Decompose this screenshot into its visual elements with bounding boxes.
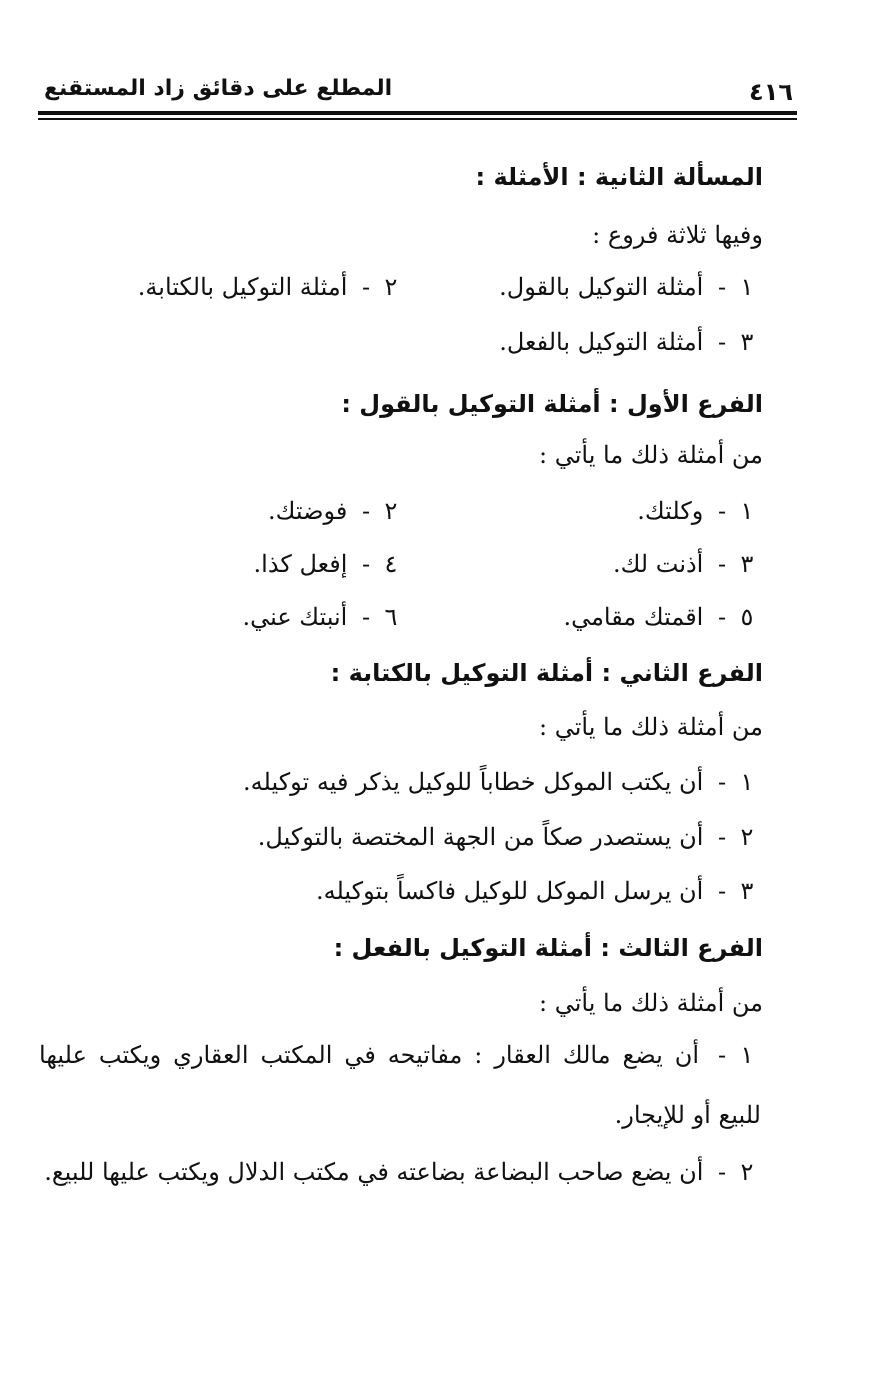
section-title: المسألة الثانية : الأمثلة : bbox=[475, 163, 763, 191]
section-intro: وفيها ثلاثة فروع : bbox=[592, 221, 763, 249]
list-item: ١- أمثلة التوكيل بالقول. bbox=[499, 273, 754, 301]
page-number: ٤١٦ bbox=[749, 78, 793, 106]
branch2-intro: من أمثلة ذلك ما يأتي : bbox=[538, 713, 763, 741]
branch1-title: الفرع الأول : أمثلة التوكيل بالقول : bbox=[341, 390, 763, 418]
running-header bbox=[38, 70, 797, 112]
list-item: ٣- أمثلة التوكيل بالفعل. bbox=[499, 328, 754, 356]
header-rule-thin bbox=[38, 118, 797, 120]
list-item: ٢- أن يستصدر صكاً من الجهة المختصة بالتوكيل. bbox=[257, 823, 754, 851]
branch3-intro: من أمثلة ذلك ما يأتي : bbox=[538, 989, 763, 1017]
list-item: ٣- أن يرسل الموكل للوكيل فاكساً بتوكيله. bbox=[315, 877, 754, 905]
list-item: ٢- أن يضع صاحب البضاعة بضاعته في مكتب الدلال ويكتب عليها للبيع. bbox=[44, 1158, 754, 1186]
list-item: ٢- فوضتك. bbox=[268, 497, 398, 525]
list-item: ٥- اقمتك مقامي. bbox=[563, 603, 754, 631]
list-item: ٢- أمثلة التوكيل بالكتابة. bbox=[137, 273, 398, 301]
list-item: ١- وكلتك. bbox=[637, 497, 754, 525]
branch3-title: الفرع الثالث : أمثلة التوكيل بالفعل : bbox=[333, 934, 763, 962]
list-item: ١- أن يكتب الموكل خطاباً للوكيل يذكر فيه توكيله. bbox=[243, 768, 754, 796]
branch2-title: الفرع الثاني : أمثلة التوكيل بالكتابة : bbox=[330, 659, 763, 687]
branch1-intro: من أمثلة ذلك ما يأتي : bbox=[538, 441, 763, 469]
list-item: ٤- إفعل كذا. bbox=[253, 550, 398, 578]
header-rule-thick bbox=[38, 111, 797, 115]
list-item: ٦- أنبتك عني. bbox=[242, 603, 398, 631]
list-item: ١- أن يضع مالك العقار : مفاتيحه في المكتب العقاري ويكتب عليها للبيع أو للإيجار. bbox=[39, 1041, 761, 1129]
list-item: ٣- أذنت لك. bbox=[612, 550, 754, 578]
book-title: المطلع على دقائق زاد المستقنع bbox=[44, 76, 393, 101]
